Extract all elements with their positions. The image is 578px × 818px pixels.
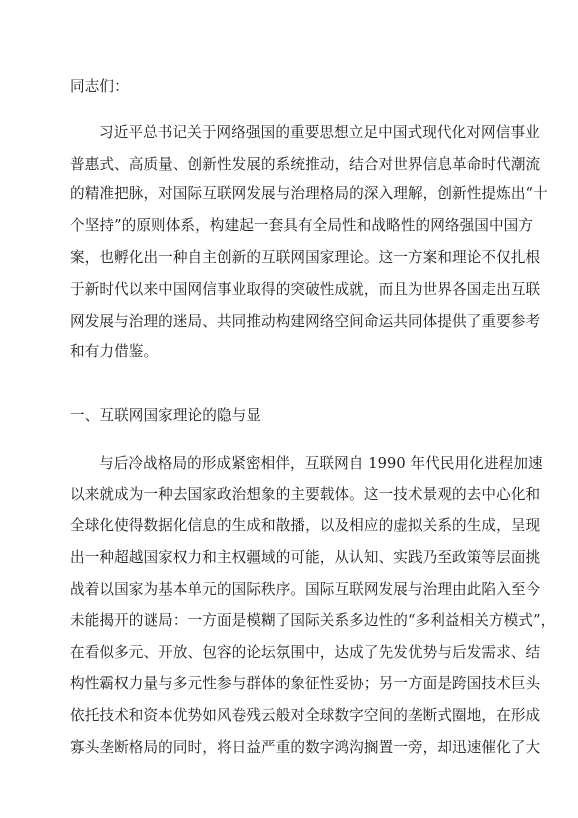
- paragraph-line: 出一种超越国家权力和主权疆域的可能，从认知、实践乃至政策等层面挑: [70, 549, 541, 566]
- paragraph-line: 和有力借鉴。: [70, 343, 159, 360]
- paragraph-line: 全球化使得数据化信息的生成和散播，以及相应的虚拟关系的生成，呈现: [70, 517, 541, 534]
- salutation: 同志们：: [70, 78, 129, 95]
- paragraph-line: 在看似多元、开放、包容的论坛氛围中，达成了先发优势与后发需求、结: [70, 644, 541, 661]
- paragraph-line: 个坚持”的原则体系，构建起一套具有全局性和战略性的网络强国中国方: [70, 217, 534, 234]
- paragraph-line: 战着以国家为基本单元的国际秩序。国际互联网发展与治理由此陷入至今: [70, 581, 541, 598]
- paragraph-line: 案，也孵化出一种自主创新的互联网国家理论。这一方案和理论不仅扎根: [70, 249, 541, 266]
- paragraph-line: 寡头垄断格局的同时，将日益严重的数字鸿沟搁置一旁，却迅速催化了大: [70, 739, 541, 756]
- paragraph-line: 普惠式、高质量、创新性发展的系统推动，结合对世界信息革命时代潮流: [70, 156, 541, 173]
- paragraph-line: 于新时代以来中国网信事业取得的突破性成就，而且为世界各国走出互联: [70, 281, 541, 298]
- paragraph-line: 依托技术和资本优势如风卷残云般对全球数字空间的垄断式圈地，在形成: [70, 707, 541, 724]
- paragraph-line: 与后冷战格局的形成紧密相伴，互联网自 1990 年代民用化进程加速: [99, 455, 543, 472]
- paragraph-line: 未能揭开的谜局：一方面是模糊了国际关系多边性的“多利益相关方模式”，: [70, 612, 556, 629]
- paragraph-line: 构性霸权力量与多元性参与群体的象征性妥协；另一方面是跨国技术巨头: [70, 675, 541, 692]
- paragraph-line: 以来就成为一种去国家政治想象的主要载体。这一技术景观的去中心化和: [70, 486, 541, 503]
- paragraph-line: 的精准把脉，对国际互联网发展与治理格局的深入理解，创新性提炼出“十: [70, 185, 548, 202]
- paragraph-line: 习近平总书记关于网络强国的重要思想立足中国式现代化对网信事业: [99, 124, 540, 141]
- section-heading: 一、互联网国家理论的隐与显: [70, 407, 262, 424]
- paragraph-line: 网发展与治理的迷局、共同推动构建网络空间命运共同体提供了重要参考: [70, 313, 541, 330]
